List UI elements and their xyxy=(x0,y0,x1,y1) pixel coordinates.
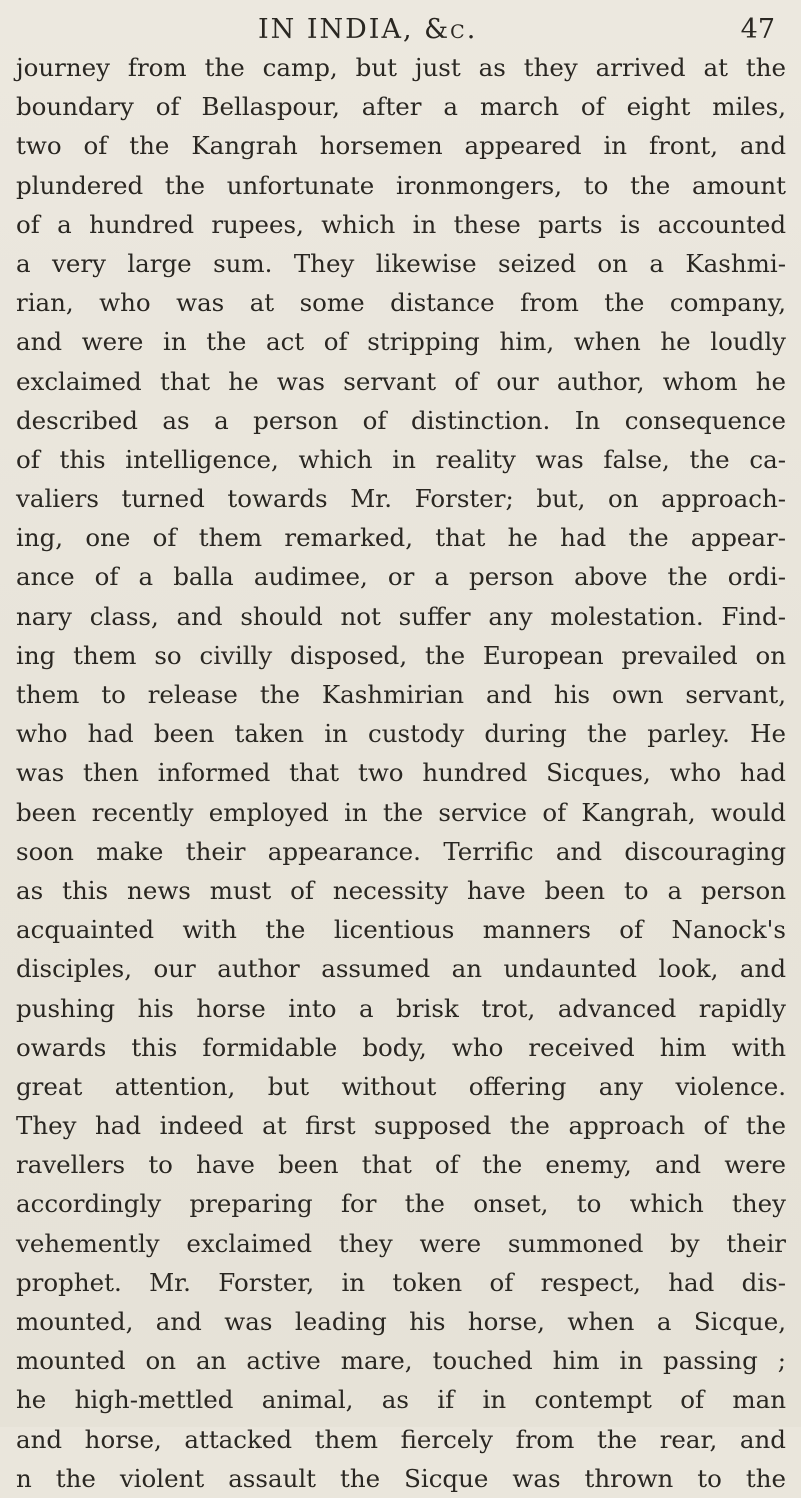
text-line: accordingly preparing for the onset, to which they xyxy=(16,1189,786,1219)
text-line: as this news must of necessity have been to a person xyxy=(16,875,786,905)
text-line: owards this formidable body, who received him with xyxy=(16,1032,786,1062)
text-line: ing, one of them remarked, that he had the appear- xyxy=(16,523,786,553)
body-text xyxy=(16,48,786,1498)
text-line: plundered the unfortunate ironmongers, to the amount xyxy=(16,170,786,200)
text-line: two of the Kangrah horsemen appeared in front, and xyxy=(16,131,786,161)
text-line: mounted on an active mare, touched him in passing ; xyxy=(16,1346,786,1376)
text-line: ance of a balla audimee, or a person above the ordi- xyxy=(16,562,786,592)
text-line: and horse, attacked them fiercely from the rear, and xyxy=(16,1424,786,1454)
text-line: described as a person of distinction. In consequence xyxy=(16,405,786,435)
text-line: vehemently exclaimed they were summoned by their xyxy=(16,1228,786,1258)
text-line: pushing his horse into a brisk trot, advanced rapidly xyxy=(16,993,786,1023)
text-line: a very large sum. They likewise seized on a Kashmi- xyxy=(16,248,786,278)
text-line: great attention, but without offering any violence. xyxy=(16,1071,786,1101)
text-line: exclaimed that he was servant of our author, whom he xyxy=(16,366,786,396)
text-line: he high-mettled animal, as if in contempt of man xyxy=(16,1385,786,1415)
text-line: been recently employed in the service of Kangrah, would xyxy=(16,797,786,827)
text-line: rian, who was at some distance from the company, xyxy=(16,288,786,318)
page-header xyxy=(0,14,801,48)
text-line: ing them so civilly disposed, the European prevailed on xyxy=(16,640,786,670)
text-line: boundary of Bellaspour, after a march of eight miles, xyxy=(16,92,786,122)
text-line: n the violent assault the Sicque was thrown to the xyxy=(16,1463,786,1493)
text-line: of a hundred rupees, which in these parts is accounted xyxy=(16,209,786,239)
text-line: valiers turned towards Mr. Forster; but, on approach- xyxy=(16,484,786,514)
text-line: who had been taken in custody during the parley. He xyxy=(16,719,786,749)
text-line: mounted, and was leading his horse, when a Sicque, xyxy=(16,1307,786,1336)
running-head: IN INDIA, &c. xyxy=(258,14,478,45)
text-line: disciples, our author assumed an undaunted look, and xyxy=(16,954,786,984)
text-line: acquainted with the licentious manners of Nanock's xyxy=(16,915,786,945)
page-number: 47 xyxy=(740,14,775,45)
text-line: of this intelligence, which in reality was false, the ca- xyxy=(16,444,786,474)
text-line: journey from the camp, but just as they arrived at the xyxy=(16,53,786,82)
text-line: ravellers to have been that of the enemy, and were xyxy=(16,1150,786,1180)
text-line: soon make their appearance. Terrific and discouraging xyxy=(16,836,786,866)
text-line: and were in the act of stripping him, when he loudly xyxy=(16,327,786,357)
text-line: They had indeed at first supposed the approach of the xyxy=(16,1111,786,1141)
text-line: prophet. Mr. Forster, in token of respect, had dis- xyxy=(16,1267,786,1297)
text-line: them to release the Kashmirian and his own servant, xyxy=(16,680,786,709)
text-line: was then informed that two hundred Sicques, who had xyxy=(16,758,786,788)
text-line: nary class, and should not suffer any molestation. Find- xyxy=(16,601,786,631)
